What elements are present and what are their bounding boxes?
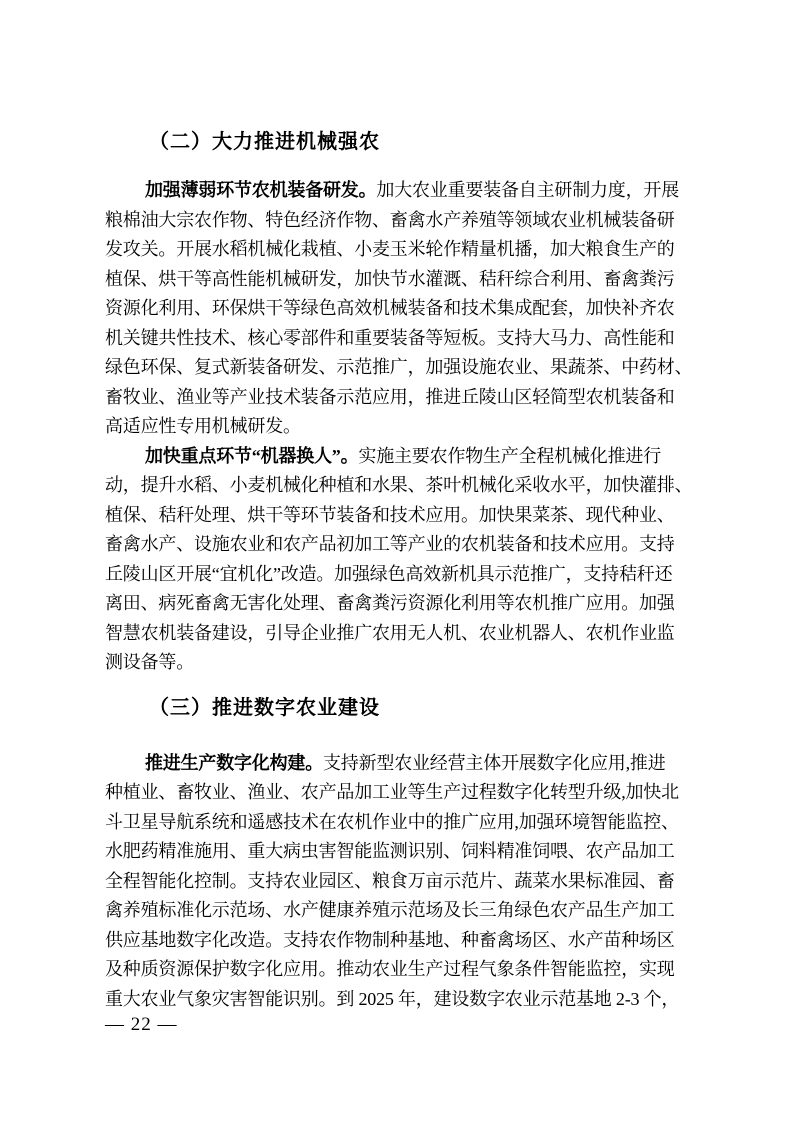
text-line: 离田、病死畜禽无害化处理、畜禽粪污资源化利用等农机推广应用。加强: [105, 593, 675, 613]
text-line: 供应基地数字化改造。支持农作物制种基地、种畜禽场区、水产苗种场区: [105, 929, 675, 950]
text-line: 植保、秸秆处理、烘干等环节装备和技术应用。加快果菜茶、现代种业、: [105, 504, 675, 525]
text-line: 禽养殖标准化示范场、水产健康养殖示范场及长三角绿色农产品生产加工: [105, 900, 675, 920]
text-line: 高适应性专用机械研发。: [105, 416, 301, 436]
text-line: 丘陵山区开展“宜机化”改造。加强绿色高效新机具示范推广，支持秸秆还: [105, 563, 673, 584]
text-line: 智慧农机装备建设，引导企业推广农用无人机、农业机器人、农机作业监: [105, 622, 675, 643]
text-line: 测设备等。: [105, 652, 194, 672]
text-line: 绿色环保、复式新装备研发、示范推广，加强设施农业、果蔬茶、中药材、: [105, 357, 693, 377]
page-number: — 22 —: [105, 1014, 178, 1035]
text-line: 畜牧业、渔业等产业技术装备示范应用，推进丘陵山区轻简型农机装备和: [105, 386, 675, 407]
text-line: 机关键共性技术、核心零部件和重要装备等短板。支持大马力、高性能和: [105, 327, 675, 348]
text-run: 实施主要农作物生产全程机械化推进行: [358, 445, 662, 466]
section-heading-2: （二）大力推进机械强农: [149, 131, 380, 153]
text-line: 资源化利用、环保烘干等绿色高效机械装备和技术集成配套，加快补齐农: [105, 298, 675, 318]
text-line: 水肥药精准施用、重大病虫害智能监测识别、饲料精准饲喂、农产品加工: [105, 841, 675, 861]
text-run: 支持新型农业经营主体开展数字化应用,推进: [323, 752, 666, 773]
section-heading-3: （三）推进数字农业建设: [149, 696, 380, 719]
document-body: [105, 128, 693, 1014]
text-line: 畜禽水产、设施农业和农产品初加工等产业的农机装备和技术应用。支持: [105, 534, 675, 554]
text-line: 植保、烘干等高性能机械研发，加快节水灌溉、秸秆综合利用、畜禽粪污: [105, 268, 675, 289]
text-line: 粮棉油大宗农作物、特色经济作物、畜禽水产养殖等领域农业机械装备研: [105, 209, 675, 230]
text-line: 及种质资源保护数字化应用。推动农业生产过程气象条件智能监控，实现: [105, 959, 675, 979]
paragraph: [105, 749, 693, 1015]
text-line: [105, 442, 693, 472]
text-line: 重大农业气象灾害智能识别。到 2025 年，建设数字农业示范基地 2-3 个，: [105, 988, 680, 1009]
text-line: 种植业、畜牧业、渔业、农产品加工业等生产过程数字化转型升级,加快北: [105, 782, 679, 802]
text-line: [105, 749, 693, 779]
text-run: 加大农业重要装备自主研制力度，开展: [376, 180, 680, 200]
paragraph: [105, 442, 693, 678]
lead-sentence: 推进生产数字化构建。: [145, 752, 323, 773]
text-line: 全程智能化控制。支持农业园区、粮食万亩示范片、蔬菜水果标准园、畜: [105, 870, 675, 891]
text-line: 发攻关。开展水稻机械化栽植、小麦玉米轮作精量机播，加大粮食生产的: [105, 239, 675, 259]
text-line: [105, 176, 693, 206]
text-line: 斗卫星导航系统和遥感技术在农机作业中的推广应用,加强环境智能监控、: [105, 811, 679, 832]
lead-sentence: 加强薄弱环节农机装备研发。: [145, 180, 377, 200]
text-line: 动，提升水稻、小麦机械化种植和水果、茶叶机械化采收水平，加快灌排、: [105, 475, 693, 495]
paragraph: [105, 176, 693, 442]
lead-sentence: 加快重点环节“机器换人”。: [145, 445, 359, 466]
